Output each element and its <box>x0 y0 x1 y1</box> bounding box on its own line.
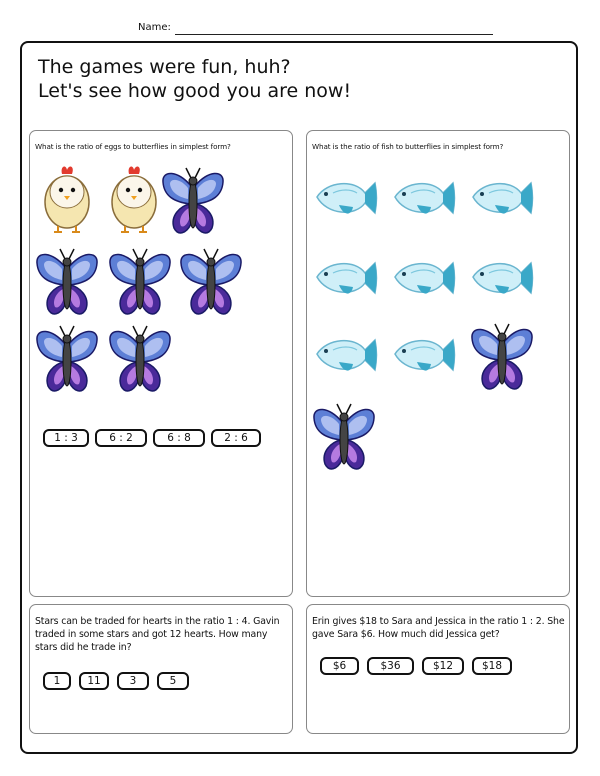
answer-option[interactable]: $18 <box>472 657 512 675</box>
fish-icon <box>391 243 457 317</box>
fish-icon <box>313 320 379 394</box>
fish-icon <box>469 243 535 317</box>
title-line-1: The games were fun, huh? <box>38 56 291 78</box>
answer-option[interactable]: $36 <box>367 657 414 675</box>
egg-icon <box>101 162 167 236</box>
answer-option[interactable]: 11 <box>79 672 109 690</box>
answer-option[interactable]: 1 <box>43 672 71 690</box>
butterfly-icon <box>34 322 100 396</box>
answer-option[interactable]: 6 : 2 <box>95 429 147 447</box>
question-3-options <box>43 672 189 690</box>
butterfly-icon <box>107 322 173 396</box>
question-1-text: What is the ratio of eggs to butterflies in simplest form? <box>35 142 231 151</box>
fish-icon <box>313 163 379 237</box>
title-line-2: Let's see how good you are now! <box>38 80 352 102</box>
question-4-text: Erin gives $18 to Sara and Jessica in the ratio 1 : 2. She gave Sara $6. How much did Jessica get? <box>312 616 565 640</box>
butterfly-icon <box>469 320 535 394</box>
butterfly-icon <box>311 400 377 474</box>
answer-option[interactable]: 2 : 6 <box>211 429 261 447</box>
name-label: Name: <box>138 22 171 33</box>
answer-option[interactable]: 3 <box>117 672 149 690</box>
butterfly-icon <box>34 245 100 319</box>
fish-icon <box>469 163 535 237</box>
answer-option[interactable]: 5 <box>157 672 189 690</box>
answer-option[interactable]: $12 <box>422 657 464 675</box>
question-3-text: Stars can be traded for hearts in the ratio 1 : 4. Gavin traded in some stars and got 12 hearts. How many stars did he trade in? <box>35 616 280 653</box>
answer-option[interactable]: $6 <box>320 657 359 675</box>
fish-icon <box>391 163 457 237</box>
fish-icon <box>391 320 457 394</box>
butterfly-icon <box>107 245 173 319</box>
question-1-options <box>43 429 261 447</box>
answer-option[interactable]: 6 : 8 <box>153 429 205 447</box>
page-title <box>38 55 351 103</box>
name-line[interactable] <box>175 34 493 35</box>
question-2-text: What is the ratio of fish to butterflies in simplest form? <box>312 142 504 151</box>
egg-icon <box>34 162 100 236</box>
butterfly-icon <box>178 245 244 319</box>
answer-option[interactable]: 1 : 3 <box>43 429 89 447</box>
butterfly-icon <box>160 164 226 238</box>
question-4-options <box>320 657 512 675</box>
fish-icon <box>313 243 379 317</box>
